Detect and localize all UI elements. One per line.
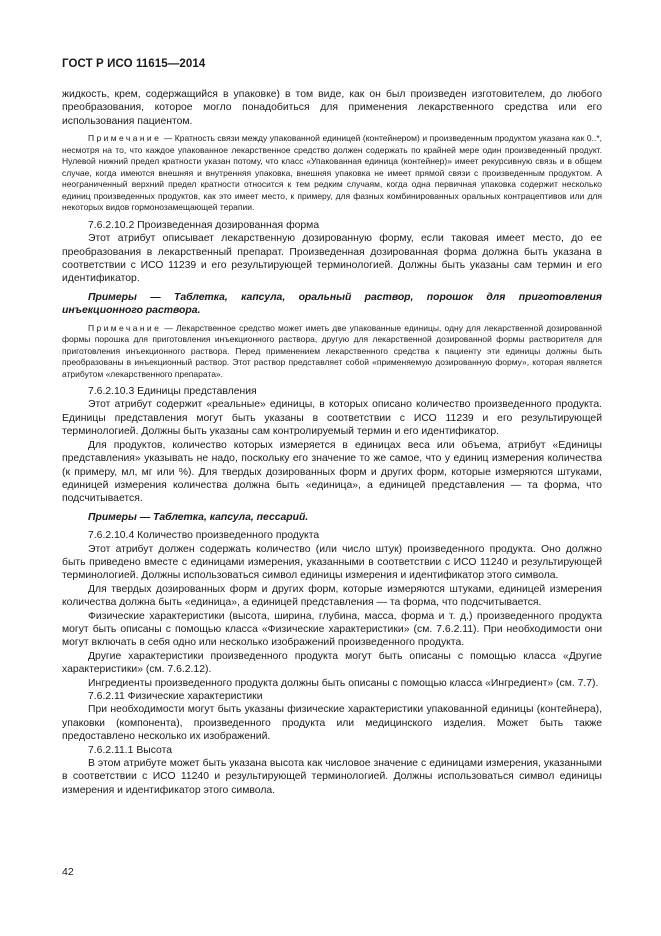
note-label: Примечание — [88, 322, 162, 333]
paragraph: Другие характеристики произведенного продукта могут быть описаны с помощью класса «Другие характеристики» (см. 7.6.2.12). — [62, 650, 602, 676]
section-heading: 7.6.2.10.2 Произведенная дозированная форма — [88, 219, 320, 231]
paragraph: Этот атрибут должен содержать количество (или число штук) произведенного продукта. Оно должно быть приведено вместе с единицами измерения, указанными в соответствии с ИСО 11240 и результирующей терминологией. Должны использоваться символ единицы измерения и идентификатор этого символа. — [62, 543, 602, 582]
paragraph: Для твердых дозированных форм и других форм, которые измеряются штуками, единицей измерения количества должна быть «единица», а единицей представления — та форма, что подсчитывается. — [62, 583, 602, 609]
paragraph: Для продуктов, количество которых измеряется в единицах веса или объема, атрибут «Единицы представления» указывать не надо, поскольку его значение то же самое, что у единиц измерения количества (к примеру, мл, мг или %). Для твердых дозированных форм и других форм, которые измеряются штуками, единицей измерения количества должна быть «единица», а единицей представления — та форма, что подсчитывается. — [62, 439, 602, 505]
paragraph: Физические характеристики (высота, ширина, глубина, масса, форма и т. д.) произведенного продукта могут быть описаны с помощью класса «Физические характеристики» (см. 7.6.2.11). При необходимости они могут включать в себя одно или несколько изображений произведенного продукта. — [62, 610, 602, 649]
section-heading: 7.6.2.10.4 Количество произведенного продукта — [88, 530, 320, 542]
paragraph: Ингредиенты произведенного продукта должны быть описаны с помощью класса «Ингредиент» (см. 7.7). — [88, 677, 599, 689]
note-text: — Кратность связи между упакованной единицей (контейнером) и произведенным продуктом указана как 0..*, несмотря на то, что каждое упакованное лекарственное средство должен содержать по крайней мере один произведенный продукт. Нулевой нижний предел кратности указан потому, что класс «Упакованная единица (контейнер)» имеет рекурсивную связь и в общем случае, когда имеются внешняя и внутренняя упаковка, внешняя упаковка не имеет прямой связи с произведенным продуктом. А неограниченный верхний предел кратности относится к тем редким случаям, когда одна первичная упаковка содержит несколько единиц произведенных продуктов, как это имеет место, к примеру, для фазных комбинированных оральных контрацептивов или для некоторых видов гормонозамещающей терапии. — [62, 133, 602, 213]
paragraph: При необходимости могут быть указаны физические характеристики упакованной единицы (контейнера), упаковки (компонента), произведенного продукта или медицинского изделия. Может быть также предоставлено несколько их изображений. — [62, 704, 602, 743]
document-body — [62, 88, 602, 797]
section-heading: 7.6.2.10.3 Единицы представления — [88, 386, 257, 398]
document-header: ГОСТ Р ИСО 11615—2014 — [62, 58, 206, 70]
example: Примеры — Таблетка, капсула, пессарий. — [88, 511, 309, 523]
note — [62, 323, 602, 381]
page-number: 42 — [62, 866, 74, 878]
paragraph: В этом атрибуте может быть указана высота как числовое значение с единицами измерения, указанными в соответствии с ИСО 11240 и результирующей терминологией. Должны использоваться символ единицы измерения и идентификатор этого символа. — [62, 758, 602, 796]
section-heading: 7.6.2.11 Физические характеристики — [88, 691, 263, 702]
example: Примеры — Таблетка, капсула, оральный раствор, порошок для приготовления инъекционного раствора. — [62, 291, 602, 317]
note — [62, 133, 602, 214]
paragraph: Этот атрибут содержит «реальные» единицы, в которых описано количество произведенного продукта. Единицы представления могут быть указаны в соответствии с ИСО 11239 и его результирующей терминологией. Должны быть указаны сам контролируемый термин и его идентификатор. — [62, 399, 602, 438]
paragraph: жидкость, крем, содержащийся в упаковке) в том виде, как он был произведен изготовителем, до любого преобразования, которое могло понадобиться для применения лекарственного средства или его использования пациентом. — [62, 89, 602, 127]
paragraph: Этот атрибут описывает лекарственную дозированную форму, если таковая имеет место, до ее преобразования в лекарственный препарат. Произведенная дозированная форма должна быть указана в соответствии с ИСО 11239 и его результирующей терминологией. Должны быть указаны сам термин и его идентификатор. — [62, 233, 602, 285]
note-text: — Лекарственное средство может иметь две упакованные единицы, одну для лекарственной дозированной формы порошка для приготовления инъекционного раствора, другую для лекарственной дозированной формы растворителя для приготовления инъекционного раствора. Перед применением лекарственного средства к пациенту эти единицы должны быть преобразованы в инъекционный раствор. Этот раствор представляет собой «применяемую дозированную форму», которая является атрибутом «лекарственного препарата». — [62, 322, 602, 379]
note-label: Примечание — [88, 133, 162, 144]
section-heading: 7.6.2.11.1 Высота — [88, 744, 173, 756]
